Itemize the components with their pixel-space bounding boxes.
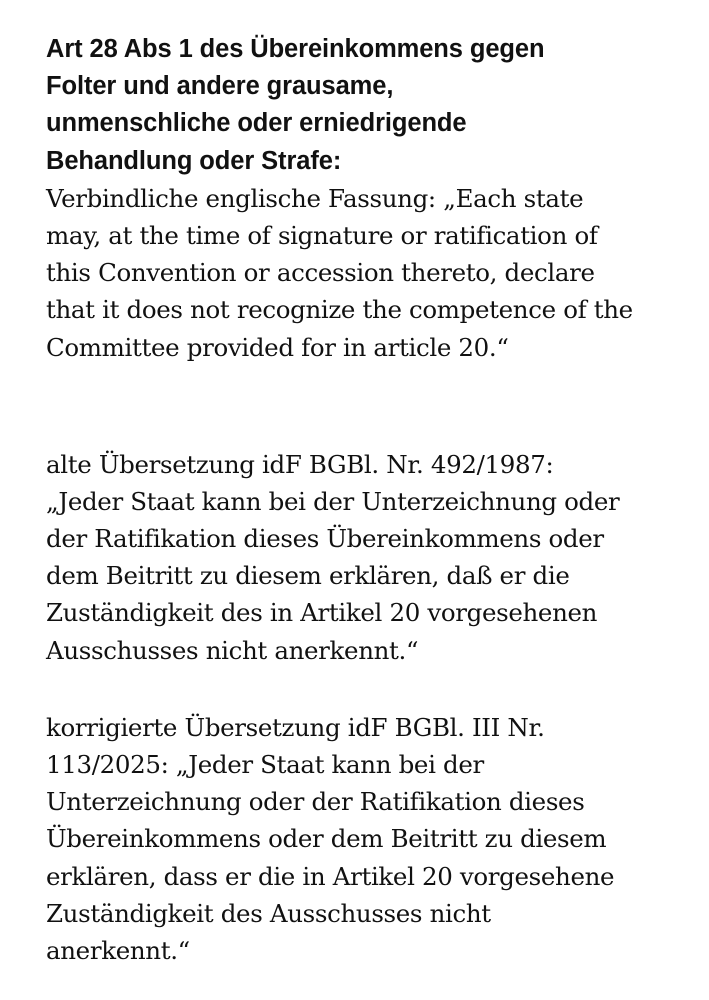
paragraph-line: Zuständigkeit des in Artikel 20 vorgesehenen [46,598,598,628]
english-version-paragraph [46,180,706,366]
paragraph-spacer [46,669,706,709]
paragraph-line: „Jeder Staat kann bei der Unterzeichnung oder [46,486,620,516]
paragraph-spacer [46,366,706,446]
heading-line: Behandlung oder Strafe: [46,146,342,175]
paragraph-line: that it does not recognize the competence of the [46,295,633,325]
corrected-translation-paragraph [46,709,706,969]
paragraph-line: Übereinkommens oder dem Beitritt zu diesem [46,824,607,854]
paragraph-line: anerkennt.“ [46,935,190,965]
paragraph-line: Ausschusses nicht anerkennt.“ [46,635,419,665]
heading-line: Folter und andere grausame, [46,72,394,101]
paragraph-line: der Ratifikation dieses Übereinkommens oder [46,524,604,554]
paragraph-line: 113/2025: „Jeder Staat kann bei der [46,750,484,779]
heading-line: Art 28 Abs 1 des Übereinkommens gegen [46,35,545,63]
paragraph-line: korrigierte Übersetzung idF BGBl. III Nr. [46,712,545,742]
paragraph-line: Verbindliche englische Fassung: „Each state [46,183,584,213]
paragraph-line: Unterzeichnung oder der Ratifikation dieses [46,787,585,817]
paragraph-line: alte Übersetzung idF BGBl. Nr. 492/1987: [46,449,554,479]
paragraph-line: Zuständigkeit des Ausschusses nicht [46,898,491,928]
heading-line: unmenschliche oder erniedrigende [46,109,467,138]
article-heading [46,31,706,180]
paragraph-line: dem Beitritt zu diesem erklären, daß er die [46,561,570,591]
old-translation-paragraph [46,446,706,669]
paragraph-line: this Convention or accession thereto, declare [46,258,595,288]
paragraph-line: erklären, dass er die in Artikel 20 vorgesehene [46,861,615,891]
document-page [46,31,706,969]
paragraph-line: may, at the time of signature or ratification of [46,220,598,250]
paragraph-line: Committee provided for in article 20.“ [46,332,509,362]
